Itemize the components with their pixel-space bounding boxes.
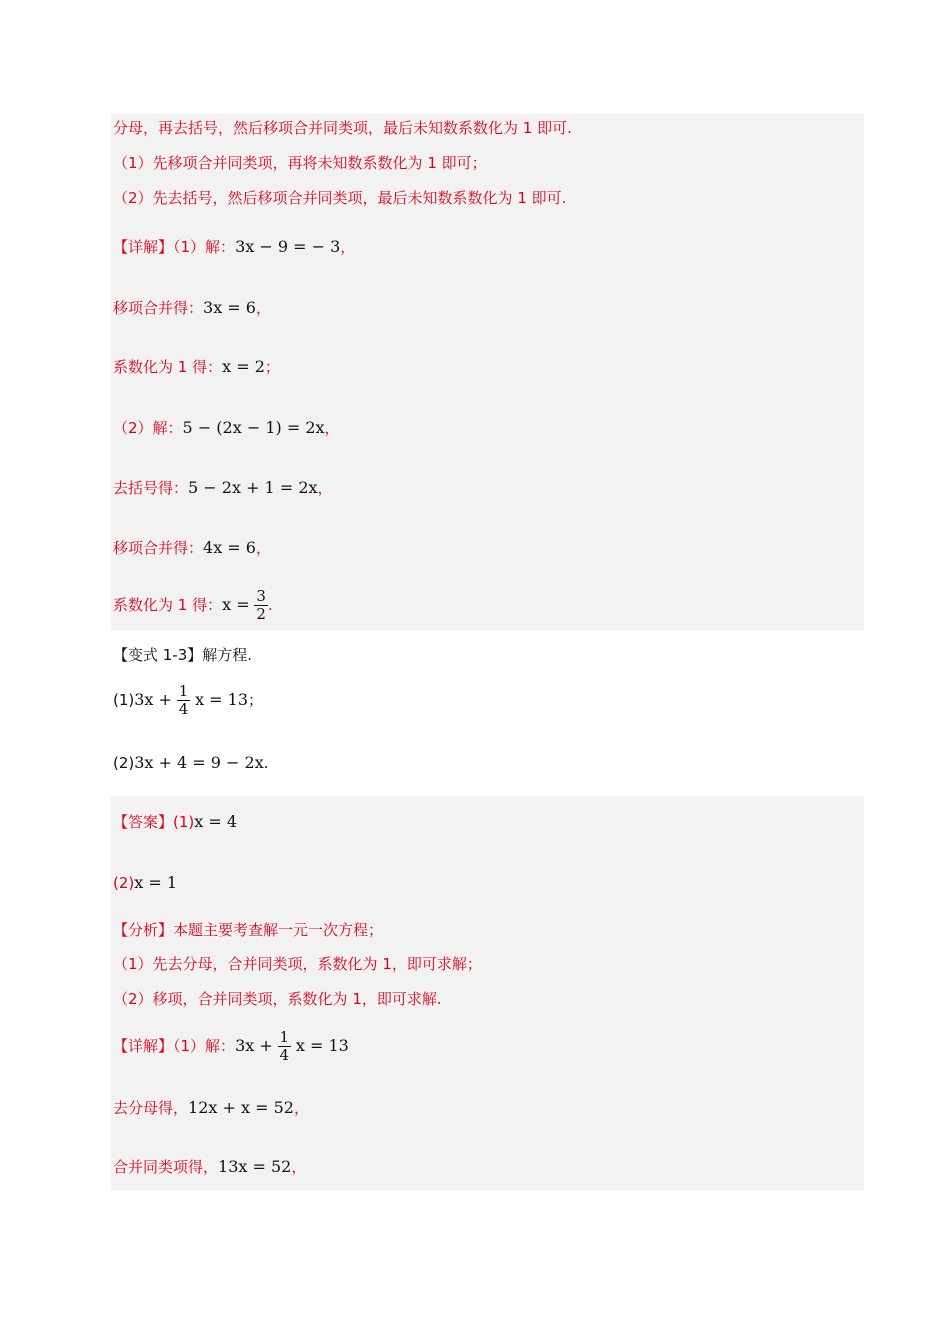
sol1-line-2: （1）先移项合并同类项，再将未知数系数化为 1 即可； xyxy=(113,154,487,172)
analysis-tag: 【分析】 xyxy=(113,921,174,939)
sol1-detail-line xyxy=(113,237,355,257)
equation-3: x = 2 xyxy=(222,357,265,376)
semicolon: ； xyxy=(264,358,280,376)
comma: ， xyxy=(317,479,333,497)
sol1-line-1: 分母，再去括号，然后移项合并同类项，最后未知数系数化为 1 即可. xyxy=(113,119,572,137)
denominator: 4 xyxy=(178,700,189,718)
sol1-step-4 xyxy=(113,418,340,438)
answer-1: x = 4 xyxy=(194,812,238,831)
question-number: (1) xyxy=(113,691,135,709)
variant-question-2 xyxy=(113,753,269,773)
analysis-text: 本题主要考查解一元一次方程； xyxy=(173,921,384,939)
comma: ， xyxy=(255,299,271,317)
fraction-one-quarter xyxy=(177,683,191,718)
step-label: 系数化为 1 得： xyxy=(113,596,223,614)
fraction-three-halves xyxy=(254,588,268,623)
d-lhs: 3x + xyxy=(235,1036,273,1055)
equation-4: 5 − (2x − 1) = 2x xyxy=(182,418,325,437)
equation-1: 3x − 9 = − 3 xyxy=(235,237,341,256)
question-number: (2) xyxy=(113,754,135,772)
step-label: 系数化为 1 得： xyxy=(113,358,223,376)
comma: ， xyxy=(291,1158,307,1176)
d-rhs: x = 13 xyxy=(295,1036,349,1055)
step-label: 合并同类项得， xyxy=(113,1158,219,1176)
step-label: （2）解： xyxy=(113,419,183,437)
sol1-step-2 xyxy=(113,298,271,318)
numerator: 1 xyxy=(178,682,189,700)
step-label: 去括号得： xyxy=(113,479,189,497)
step-label: 移项合并得： xyxy=(113,299,204,317)
answer-2: x = 1 xyxy=(134,873,178,892)
period: . xyxy=(267,596,273,614)
comma: ， xyxy=(324,419,340,437)
denominator: 4 xyxy=(279,1046,290,1064)
comma: ， xyxy=(293,1099,309,1117)
sol1-step-5 xyxy=(113,478,333,498)
sol1-step-3 xyxy=(113,357,280,377)
sol2-step-3 xyxy=(113,1157,306,1177)
answer-number: (2) xyxy=(113,874,135,892)
detail-tag: 【详解】 xyxy=(113,238,174,256)
q1-rhs: x = 13 xyxy=(195,690,249,709)
answer-line-1 xyxy=(113,812,237,832)
answer-line-2 xyxy=(113,873,177,893)
step-label: 去分母得， xyxy=(113,1099,189,1117)
period: . xyxy=(263,754,269,772)
sol2-detail-line xyxy=(113,1027,349,1065)
answer-number: (1) xyxy=(173,813,195,831)
detail-tag: 【详解】 xyxy=(113,1037,174,1055)
denominator: 2 xyxy=(256,605,266,623)
analysis-line-2: （1）先去分母，合并同类项，系数化为 1，即可求解； xyxy=(113,955,482,973)
analysis-line-1 xyxy=(113,920,383,940)
sol1-line-3: （2）先去括号，然后移项合并同类项，最后未知数系数化为 1 即可. xyxy=(113,189,567,207)
comma: ， xyxy=(255,539,271,557)
detail-lead: （1）解： xyxy=(173,1037,236,1055)
q1-lhs: 3x + xyxy=(134,690,172,709)
sol2-step-2 xyxy=(113,1098,309,1118)
step-label: 移项合并得： xyxy=(113,539,204,557)
q2-equation: 3x + 4 = 9 − 2x xyxy=(134,753,264,772)
equation-2: 3x = 6 xyxy=(203,298,256,317)
variant-question-1 xyxy=(113,681,263,719)
equation-5: 5 − 2x + 1 = 2x xyxy=(188,478,318,497)
numerator: 1 xyxy=(279,1028,290,1046)
equation-6: 4x = 6 xyxy=(203,538,256,557)
answer-tag: 【答案】 xyxy=(113,813,174,831)
fraction-one-quarter xyxy=(278,1029,292,1064)
sol1-step-7 xyxy=(113,586,273,624)
step-equation: 12x + x = 52 xyxy=(188,1098,294,1117)
step-equation: 13x = 52 xyxy=(218,1157,292,1176)
numerator: 3 xyxy=(256,587,266,605)
detail-lead: （1）解： xyxy=(173,238,236,256)
semicolon: ； xyxy=(248,691,264,709)
equation-7-lhs: x = xyxy=(222,595,250,614)
analysis-line-3: （2）移项，合并同类项，系数化为 1，即可求解. xyxy=(113,990,442,1008)
variant-label: 【变式 1-3】解方程. xyxy=(113,646,253,664)
sol1-step-6 xyxy=(113,538,271,558)
comma: ， xyxy=(340,238,356,256)
